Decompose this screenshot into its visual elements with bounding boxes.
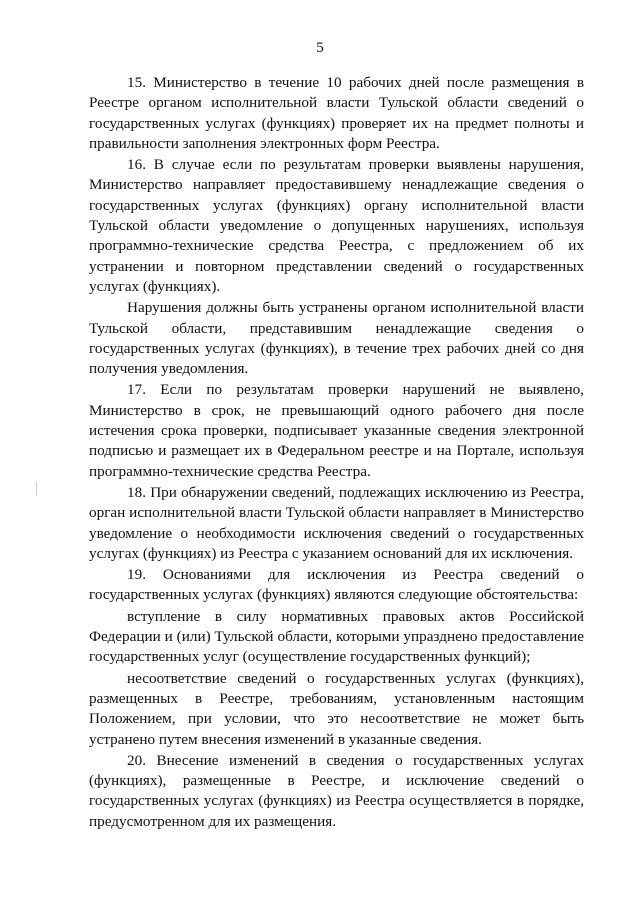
page-number: 5 bbox=[316, 40, 324, 56]
paragraph-16-continuation: Нарушения должны быть устранены органом исполнительной власти Тульской области, представившим ненадлежащие сведения о государственных услугах (функциях), в течение трех рабочих дней со дня получения уведомления. bbox=[89, 299, 584, 378]
paragraph-18: 18. При обнаружении сведений, подлежащих исключению из Реестра, орган исполнительной власти Тульской области направляет в Министерство уведомление о необходимости исключения сведений о государственных услугах (функциях) из Реестра с указанием оснований для их исключения. bbox=[89, 483, 584, 562]
paragraph-19-item-1: вступление в силу нормативных правовых актов Российской Федерации и (или) Тульской области, которыми упразднено предоставление государственных услуг (осуществление государственных функций); bbox=[89, 607, 584, 666]
paragraph-17: 17. Если по результатам проверки нарушений не выявлено, Министерство в срок, не превышающий одного рабочего дня после истечения срока проверки, подписывает указанные сведения электронной подписью и размещает их в Федеральном реестре и на Портале, используя программно-технические средства Реестра. bbox=[89, 381, 584, 480]
margin-mark bbox=[36, 482, 37, 496]
paragraph-20: 20. Внесение изменений в сведения о государственных услугах (функциях), размещенные в Реестре, и исключение сведений о государственных услугах (функциях) из Реестра осуществляется в порядке, предусмотренном для их размещения. bbox=[89, 751, 584, 830]
paragraph-15: 15. Министерство в течение 10 рабочих дней после размещения в Реестре органом исполнительной власти Тульской области сведений о государственных услугах (функциях) проверяет их на предмет полноты и правильности заполнения электронных форм Реестра. bbox=[89, 74, 584, 152]
paragraph-19: 19. Основаниями для исключения из Реестра сведений о государственных услугах (функциях) являются следующие обстоятельства: bbox=[89, 566, 584, 604]
paragraph-16: 16. В случае если по результатам проверки выявлены нарушения, Министерство направляет предоставившему ненадлежащие сведения о государственных услугах (функциях) органу исполнительной власти Тульской области уведомление о допущенных нарушениях, используя программно-технические средства Реестра, с предложением об их устранении и повторном представлении сведений о государственных услугах (функциях). bbox=[89, 156, 584, 295]
paragraph-19-item-2: несоответствие сведений о государственных услугах (функциях), размещенных в Реестре, требованиям, установленным настоящим Положением, при условии, что это несоответствие не может быть устранено путем внесения изменений в указанные сведения. bbox=[89, 669, 584, 748]
document-body bbox=[89, 73, 584, 833]
